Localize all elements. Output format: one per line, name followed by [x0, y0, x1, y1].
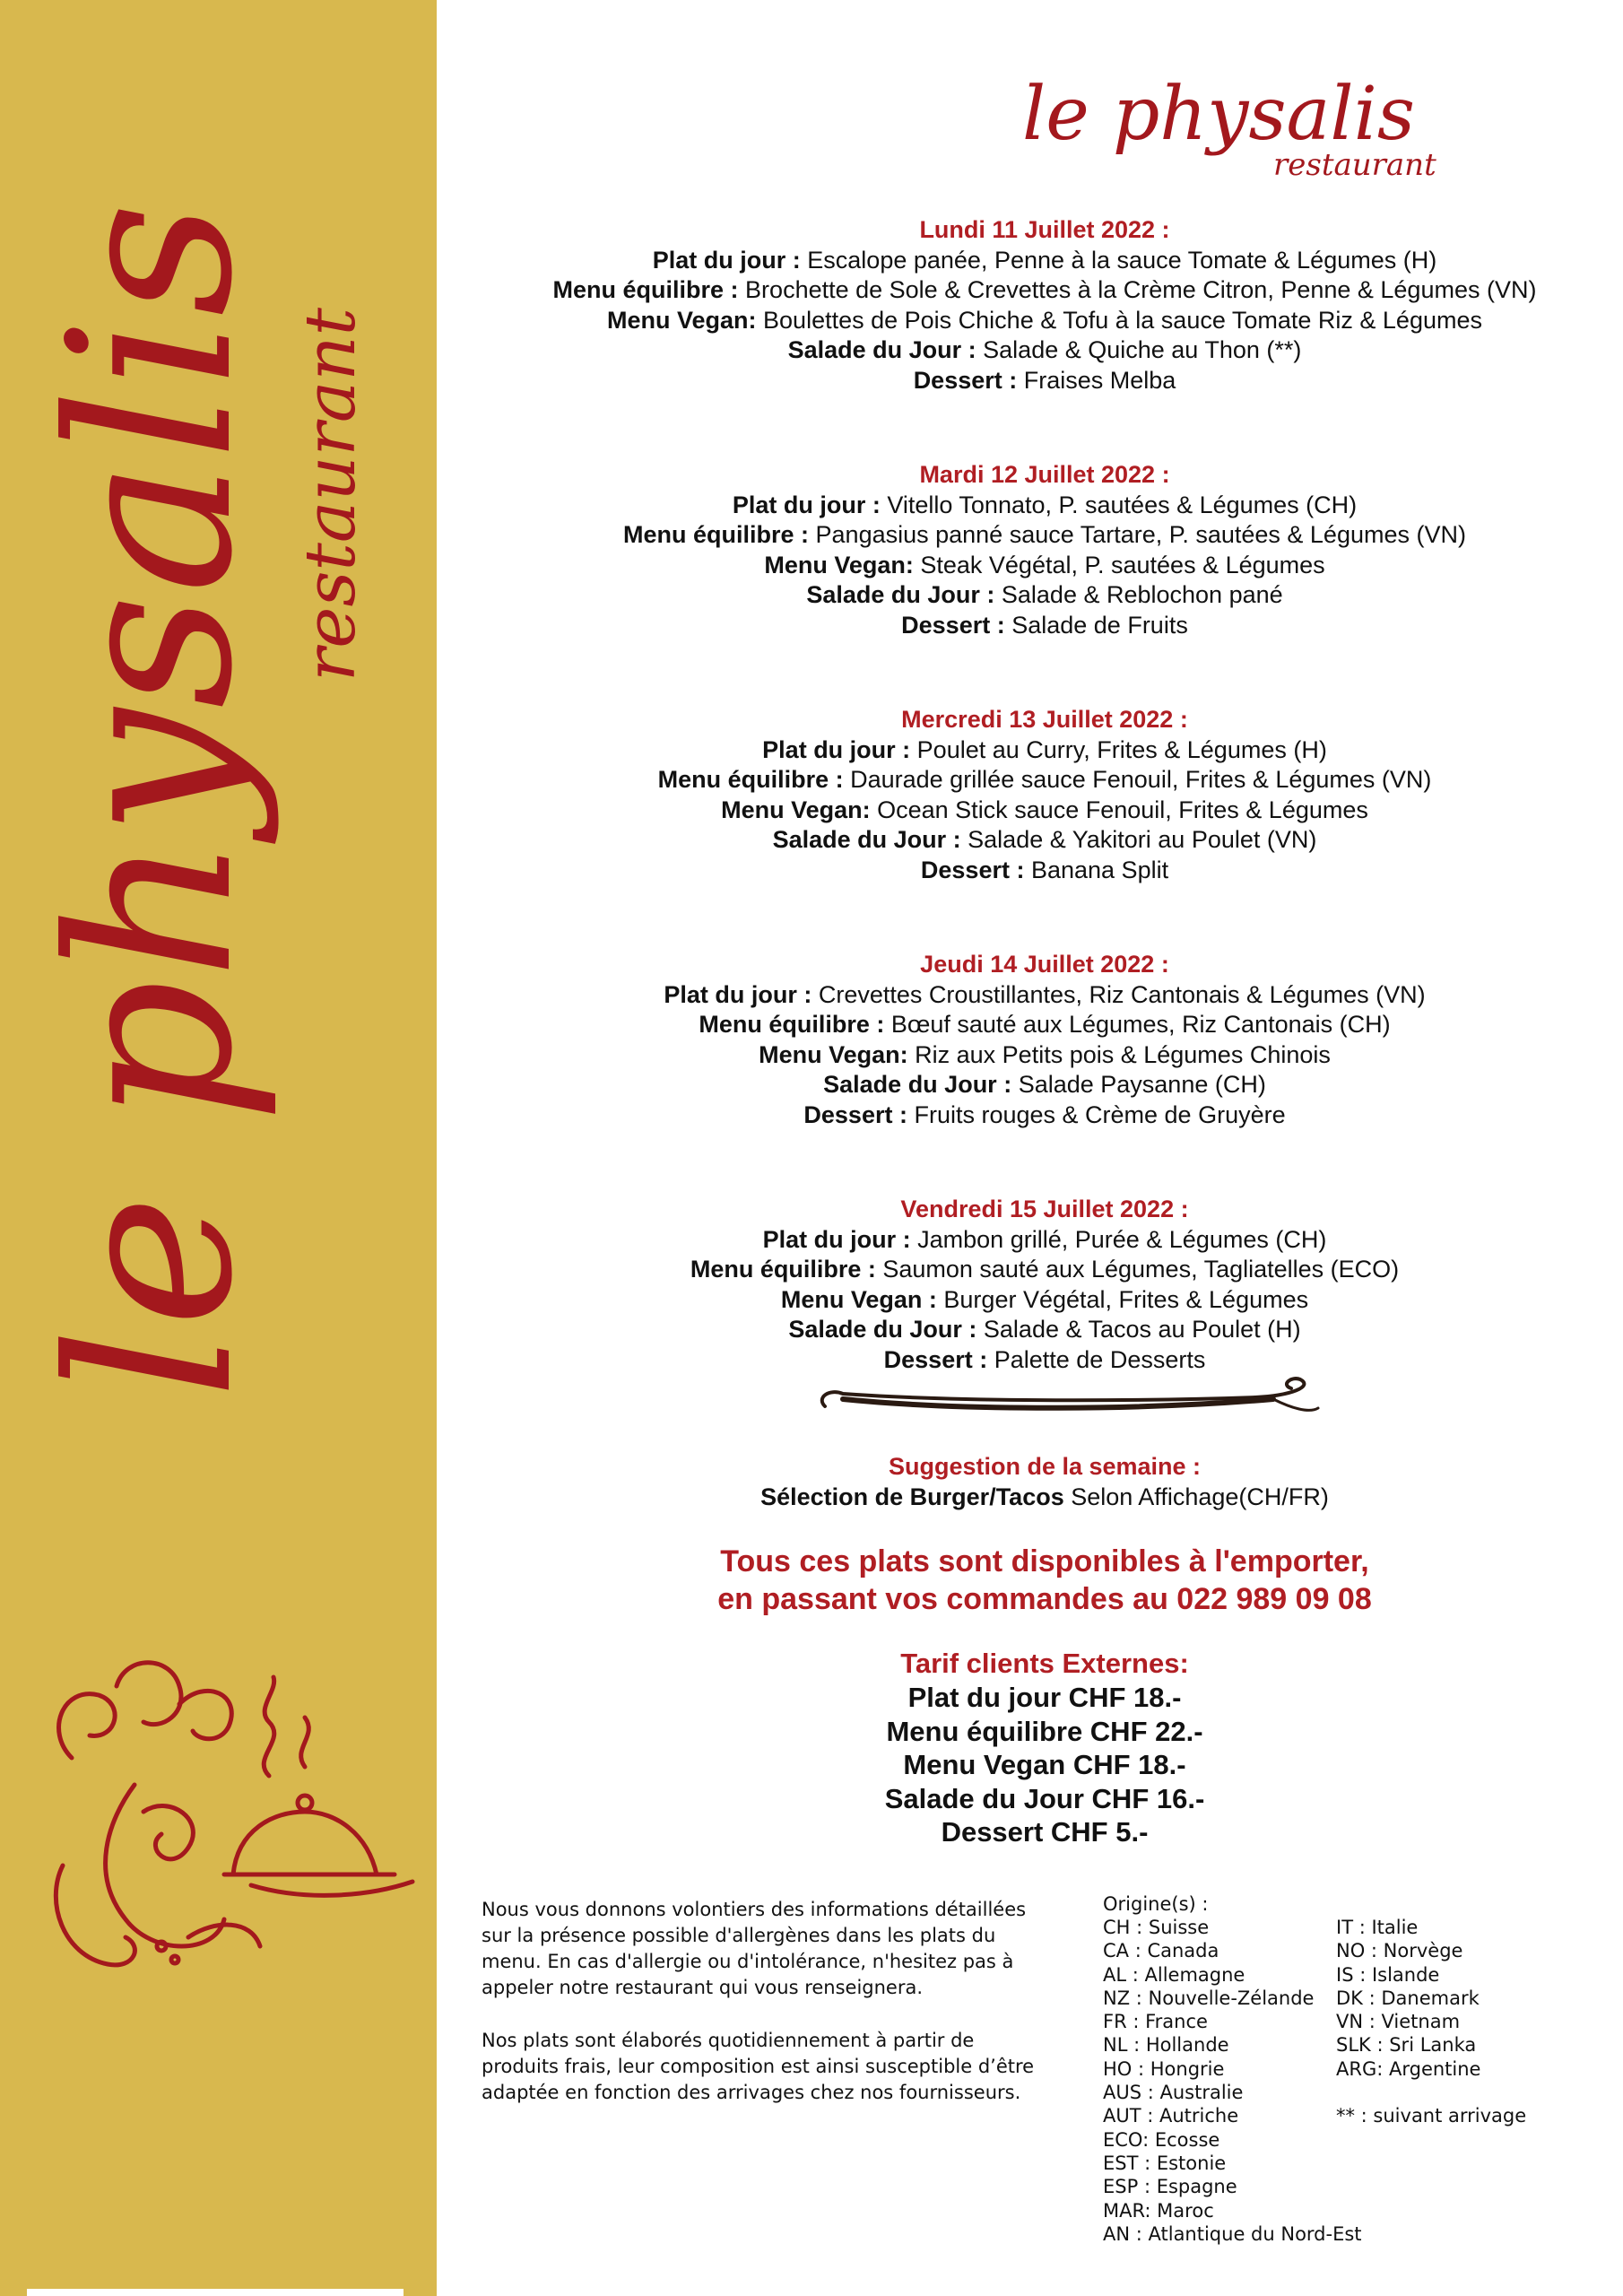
menu-line — [484, 1345, 1605, 1376]
price-line: Menu équilibre CHF 22.- — [886, 1715, 1203, 1747]
menu-line-label: Salade du Jour : — [788, 1316, 977, 1343]
origin-entry: ARG: Argentine — [1336, 2057, 1481, 2080]
menu-line — [484, 366, 1605, 396]
origin-entry: FR : France — [1103, 2011, 1208, 2033]
menu-line — [484, 1315, 1605, 1345]
menu-line-label: Dessert : — [920, 856, 1025, 883]
menu-line-label: Salade du Jour : — [823, 1071, 1012, 1098]
suggestion-text: Selon Affichage(CH/FR) — [1063, 1483, 1329, 1510]
menu-line-label: Salade du Jour : — [787, 336, 976, 363]
menu-line-label: Salade du Jour : — [806, 581, 995, 608]
menu-line-text: Ocean Stick sauce Fenouil, Frites & Légumes — [870, 796, 1368, 823]
menu-line-text: Salade de Fruits — [1004, 611, 1188, 639]
day-block-friday — [484, 1195, 1605, 1375]
origin-heading: Origine(s) : — [1103, 1893, 1209, 1915]
origin-column-1 — [1103, 1916, 1362, 2246]
pricing-title: Tarif clients Externes: — [900, 1648, 1189, 1679]
header-brand-name: le physalis — [1022, 72, 1415, 157]
menu-line-label: Plat du jour : — [652, 246, 801, 274]
origin-entry: ECO: Ecosse — [1103, 2128, 1220, 2151]
menu-line-label: Menu Vegan: — [764, 551, 914, 578]
price-line: Dessert CHF 5.- — [941, 1816, 1149, 1848]
origin-entry: CA : Canada — [1103, 1940, 1219, 1962]
menu-line-text: Riz aux Petits pois & Légumes Chinois — [907, 1040, 1331, 1068]
origin-entry: AL : Allemagne — [1103, 1963, 1245, 1986]
menu-line-label: Menu équilibre : — [552, 276, 739, 303]
ornamental-divider — [789, 1372, 1327, 1426]
menu-line — [484, 1040, 1605, 1071]
origin-entry: VN : Vietnam — [1336, 2011, 1461, 2033]
menu-line-label: Dessert : — [803, 1100, 907, 1128]
origin-note: ** : suivant arrivage — [1336, 2105, 1527, 2127]
menu-line-label: Menu équilibre : — [690, 1256, 876, 1283]
allergen-information — [482, 1897, 1055, 2133]
menu-line-text: Crevettes Croustillantes, Riz Cantonais & Légumes (VN) — [812, 980, 1426, 1008]
freshness-paragraph: Nos plats sont élaborés quotidiennement à partir de produits frais, leur composition est ainsi susceptible d’être adaptée en fonction des arrivages chez nos fournisseurs. — [482, 2030, 1035, 2103]
takeaway-line: en passant vos commandes au 022 989 09 08 — [717, 1582, 1372, 1616]
menu-line-label: Plat du jour : — [732, 491, 881, 518]
day-title: Vendredi 15 Juillet 2022 : — [900, 1196, 1189, 1222]
vertical-brand-logo — [0, 0, 437, 1435]
menu-line-text: Vitello Tonnato, P. sautées & Légumes (CH) — [880, 491, 1358, 518]
menu-line — [484, 335, 1605, 366]
takeaway-notice — [484, 1543, 1605, 1618]
menu-line — [484, 980, 1605, 1011]
weekly-menu — [484, 215, 1605, 1439]
menu-line-label: Menu équilibre : — [623, 521, 810, 548]
chef-cloche-illustration — [36, 1650, 430, 1991]
menu-line-text: Salade & Yakitori au Poulet (VN) — [960, 826, 1317, 853]
menu-line — [484, 796, 1605, 826]
menu-line-text: Pangasius panné sauce Tartare, P. sautées & Légumes (VN) — [809, 521, 1466, 548]
menu-line-label: Menu équilibre : — [699, 1011, 885, 1038]
price-line: Plat du jour CHF 18.- — [907, 1682, 1182, 1713]
day-block-thursday — [484, 950, 1605, 1130]
header-brand-tagline: restaurant — [1273, 147, 1436, 183]
menu-line-text: Poulet au Curry, Frites & Légumes (H) — [910, 735, 1327, 763]
menu-line — [484, 856, 1605, 886]
menu-line-label: Plat du jour : — [762, 1225, 911, 1253]
menu-line — [484, 306, 1605, 336]
menu-line — [484, 1285, 1605, 1316]
origin-column-2 — [1336, 1916, 1605, 2127]
menu-line-label: Dessert : — [913, 366, 1018, 394]
menu-line — [484, 1070, 1605, 1100]
menu-line-label: Dessert : — [901, 611, 1005, 639]
menu-line-text: Jambon grillé, Purée & Légumes (CH) — [910, 1225, 1327, 1253]
origin-entry: MAR: Maroc — [1103, 2199, 1214, 2222]
allergen-paragraph: Nous vous donnons volontiers des informations détaillées sur la présence possible d'allergènes dans les plats du menu. En cas d'allergie ou d'intolérance, n'hesitez pas à appeler notre restaurant qui vous renseignera. — [482, 1899, 1027, 1998]
menu-line-text: Banana Split — [1024, 856, 1169, 883]
menu-line-text: Brochette de Sole & Crevettes à la Crème Citron, Penne & Légumes (VN) — [738, 276, 1537, 303]
menu-line-text: Escalope panée, Penne à la sauce Tomate & Légumes (H) — [800, 246, 1437, 274]
menu-line — [484, 1010, 1605, 1040]
menu-line — [484, 735, 1605, 766]
menu-line-label: Menu Vegan: — [759, 1040, 908, 1068]
menu-line — [484, 551, 1605, 581]
origin-entry: NL : Hollande — [1103, 2034, 1229, 2057]
menu-line — [484, 491, 1605, 521]
menu-line-text: Bœuf sauté aux Légumes, Riz Cantonais (CH) — [884, 1011, 1391, 1038]
sidebar-bottom-strip — [27, 2289, 404, 2296]
menu-line-text: Saumon sauté aux Légumes, Tagliatelles (ECO) — [875, 1256, 1400, 1283]
menu-line — [484, 1225, 1605, 1256]
day-block-tuesday — [484, 460, 1605, 640]
day-title: Mercredi 13 Juillet 2022 : — [901, 706, 1188, 733]
day-title: Jeudi 14 Juillet 2022 : — [920, 951, 1169, 978]
day-block-wednesday — [484, 705, 1605, 885]
menu-line-text: Steak Végétal, P. sautées & Légumes — [913, 551, 1325, 578]
origin-entry: AUT : Autriche — [1103, 2105, 1239, 2127]
menu-line-label: Menu Vegan: — [607, 306, 757, 334]
menu-line-label: Menu équilibre : — [657, 766, 844, 793]
menu-line — [484, 1100, 1605, 1131]
price-line: Salade du Jour CHF 16.- — [884, 1782, 1205, 1814]
origin-legend — [1103, 1892, 1605, 2245]
menu-line-label: Plat du jour : — [664, 980, 812, 1008]
menu-line-text: Burger Végétal, Frites & Légumes — [936, 1285, 1309, 1313]
day-block-monday — [484, 215, 1605, 396]
origin-entry: EST : Estonie — [1103, 2152, 1227, 2174]
suggestion-title: Suggestion de la semaine : — [888, 1453, 1202, 1480]
header-brand-logo — [1004, 63, 1560, 197]
origin-entry: NO : Norvège — [1336, 1940, 1463, 1962]
origin-entry: HO : Hongrie — [1103, 2057, 1225, 2080]
origin-entry: DK : Danemark — [1336, 1987, 1480, 2009]
takeaway-line: Tous ces plats sont disponibles à l'emporter, — [720, 1544, 1369, 1578]
suggestion-line — [484, 1482, 1605, 1512]
menu-line-text: Daurade grillée sauce Fenouil, Frites & Légumes (VN) — [843, 766, 1432, 793]
menu-line — [484, 765, 1605, 796]
menu-line-label: Menu Vegan: — [721, 796, 871, 823]
menu-line-text: Fruits rouges & Crème de Gruyère — [907, 1100, 1286, 1128]
menu-line — [484, 611, 1605, 641]
menu-line-label: Salade du Jour : — [772, 826, 961, 853]
menu-line-text: Boulettes de Pois Chiche & Tofu à la sauce Tomate Riz & Légumes — [756, 306, 1482, 334]
origin-entry: CH : Suisse — [1103, 1917, 1210, 1938]
menu-line — [484, 580, 1605, 611]
menu-line-text: Salade & Reblochon pané — [994, 581, 1283, 608]
external-pricing — [484, 1647, 1605, 1849]
menu-line — [484, 1255, 1605, 1285]
menu-line-text: Fraises Melba — [1017, 366, 1176, 394]
origin-entry: NZ : Nouvelle-Zélande — [1103, 1987, 1315, 2009]
menu-line — [484, 520, 1605, 551]
origin-entry: SLK : Sri Lanka — [1336, 2034, 1477, 2057]
origin-entry: IS : Islande — [1336, 1963, 1440, 1986]
menu-line-text: Salade & Tacos au Poulet (H) — [976, 1316, 1301, 1343]
menu-line — [484, 825, 1605, 856]
menu-line-label: Plat du jour : — [762, 735, 911, 763]
suggestion-label: Sélection de Burger/Tacos — [760, 1483, 1064, 1510]
vertical-brand-tagline: restaurant — [291, 308, 371, 682]
menu-line-text: Salade Paysanne (CH) — [1011, 1071, 1266, 1098]
origin-entry: IT : Italie — [1336, 1917, 1419, 1938]
origin-entry: ESP : Espagne — [1103, 2176, 1237, 2198]
vertical-brand-name: le physalis — [21, 201, 282, 1399]
origin-entry: AUS : Australie — [1103, 2082, 1244, 2104]
weekly-suggestion — [484, 1451, 1605, 1512]
menu-line-label: Menu Vegan : — [780, 1285, 937, 1313]
menu-line-label: Dessert : — [883, 1345, 988, 1373]
day-title: Mardi 12 Juillet 2022 : — [919, 461, 1170, 488]
menu-line-text: Palette de Desserts — [987, 1345, 1206, 1373]
origin-entry: AN : Atlantique du Nord-Est — [1103, 2222, 1362, 2245]
day-title: Lundi 11 Juillet 2022 : — [919, 216, 1170, 243]
sidebar-banner — [0, 0, 437, 2296]
price-line: Menu Vegan CHF 18.- — [903, 1749, 1186, 1780]
menu-line — [484, 275, 1605, 306]
menu-line — [484, 246, 1605, 276]
menu-line-text: Salade & Quiche au Thon (**) — [976, 336, 1302, 363]
